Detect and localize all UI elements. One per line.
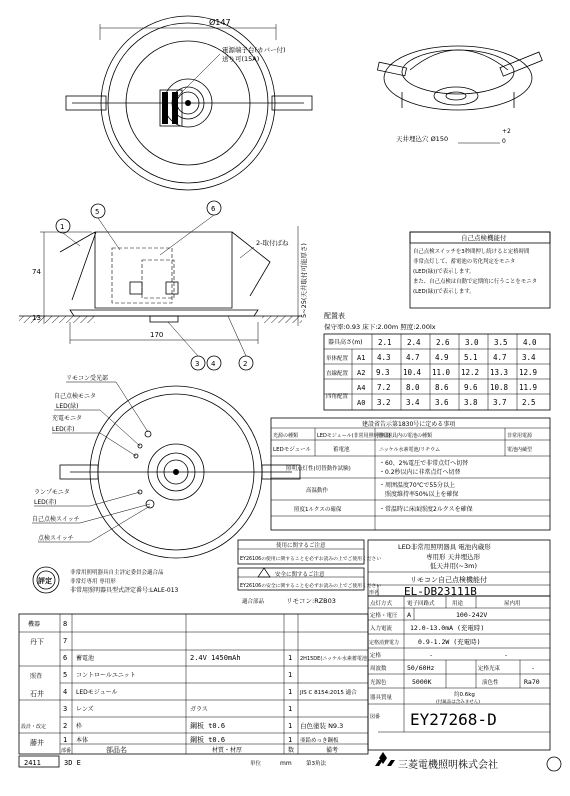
svg-text:-: - [532, 665, 535, 672]
svg-text:白色塗装 N9.3: 白色塗装 N9.3 [300, 722, 344, 730]
svg-text:ランプモニタ: ランプモニタ [34, 489, 70, 496]
svg-text:3: 3 [195, 360, 200, 368]
svg-text:12.9: 12.9 [519, 368, 538, 377]
svg-text:1: 1 [288, 736, 293, 744]
svg-text:1: 1 [288, 688, 293, 696]
h74: 74 [32, 268, 41, 276]
svg-text:・60、2%電圧で非常点灯へ切替: ・60、2%電圧で非常点灯へ切替 [379, 460, 469, 467]
svg-text:12.2: 12.2 [461, 368, 480, 377]
svg-text:4.3: 4.3 [377, 353, 391, 362]
svg-text:数: 数 [288, 747, 295, 754]
svg-text:演色性: 演色性 [482, 680, 499, 686]
svg-text:2411: 2411 [24, 759, 41, 767]
svg-text:6: 6 [63, 654, 68, 662]
svg-text:亜鉛めっき鋼板: 亜鉛めっき鋼板 [300, 738, 339, 744]
svg-text:5000K: 5000K [412, 678, 432, 686]
svg-text:50/60Hz: 50/60Hz [407, 664, 435, 672]
svg-text:照査: 照査 [30, 673, 43, 680]
svg-text:本体: 本体 [76, 737, 89, 744]
svg-text:自己点検モニタ: 自己点検モニタ [54, 393, 97, 400]
svg-text:周波数: 周波数 [370, 666, 387, 672]
svg-text:コントロールユニット: コントロールユニット [76, 672, 136, 679]
svg-text:4: 4 [63, 688, 68, 696]
svg-text:1: 1 [60, 223, 65, 231]
svg-text:レンズ: レンズ [76, 706, 94, 713]
svg-text:2.4V 1450mAh: 2.4V 1450mAh [190, 654, 241, 662]
svg-text:入力電流: 入力電流 [370, 626, 393, 632]
svg-text:10.8: 10.8 [490, 383, 509, 392]
svg-text:屋内用: 屋内用 [504, 601, 521, 607]
svg-text:100-242V: 100-242V [456, 611, 488, 619]
svg-text:3.6: 3.6 [435, 398, 449, 407]
svg-text:定格消費電力: 定格消費電力 [369, 640, 400, 646]
svg-text:また、自己点検は自動で定期的に行うことをモニタ: また、自己点検は自動で定期的に行うことをモニタ [413, 279, 537, 285]
svg-text:照明器具内の電池の種類: 照明器具内の電池の種類 [377, 433, 433, 439]
w170: 170 [150, 331, 164, 339]
svg-text:定格・電圧: 定格・電圧 [370, 613, 398, 619]
h13: 13 [32, 314, 41, 322]
svg-text:蓄電池: 蓄電池 [333, 447, 350, 453]
svg-text:A0: A0 [357, 399, 366, 407]
svg-text:11.0: 11.0 [432, 368, 451, 377]
svg-text:12.0-13.0mA (充電時): 12.0-13.0mA (充電時) [410, 624, 485, 632]
svg-text:+2: +2 [502, 128, 511, 135]
svg-text:高温動作: 高温動作 [306, 488, 329, 494]
notice-spec-table [271, 418, 550, 530]
svg-text:定格光束: 定格光束 [478, 666, 501, 672]
svg-text:リモコン:RZB03: リモコン:RZB03 [286, 597, 336, 605]
svg-text:5: 5 [95, 208, 100, 216]
svg-text:2.1: 2.1 [378, 338, 392, 347]
svg-text:使用に関するご注意: 使用に関するご注意 [276, 543, 326, 549]
svg-text:図番: 図番 [370, 714, 381, 720]
svg-text:自己点検スイッチ: 自己点検スイッチ [32, 516, 80, 523]
svg-text:1: 1 [288, 671, 293, 679]
svg-text:3: 3 [63, 705, 68, 713]
svg-text:LEDモジュール: LEDモジュール [76, 689, 118, 696]
svg-text:(付属品は含みません): (付属品は含みません) [436, 700, 481, 705]
parts-list [19, 614, 369, 754]
svg-text:電子回路式: 電子回路式 [407, 601, 435, 607]
svg-text:10.4: 10.4 [403, 368, 422, 377]
svg-text:単位: 単位 [250, 761, 262, 767]
svg-text:3.4: 3.4 [406, 398, 420, 407]
spring-label: 2-取付ばね [256, 239, 289, 247]
svg-text:第3角法: 第3角法 [306, 761, 326, 767]
svg-text:7.2: 7.2 [377, 383, 391, 392]
svg-text:LEDモジュール: LEDモジュール [273, 447, 312, 453]
svg-text:4.9: 4.9 [435, 353, 449, 362]
svg-text:定格: 定格 [370, 653, 382, 659]
svg-text:2.5: 2.5 [522, 398, 536, 407]
svg-text:1: 1 [288, 654, 293, 662]
cutout-label: 天井埋込穴 Ø150 [396, 135, 449, 143]
svg-text:直線配置: 直線配置 [326, 371, 349, 377]
svg-text:A4: A4 [357, 384, 366, 392]
svg-text:11.9: 11.9 [519, 383, 538, 392]
svg-text:0.9-1.2W (充電時): 0.9-1.2W (充電時) [418, 638, 481, 646]
svg-text:機器: 機器 [28, 621, 41, 628]
self-check-box [410, 232, 550, 308]
svg-text:2H15DE(ニッケル水素蓄電池): 2H15DE(ニッケル水素蓄電池) [300, 656, 369, 662]
svg-text:1: 1 [288, 722, 293, 730]
svg-text:JIS C 8154:2015 適合: JIS C 8154:2015 適合 [300, 690, 357, 696]
svg-text:配置表: 配置表 [324, 312, 345, 320]
dia-label: Ø147 [209, 18, 231, 27]
svg-text:低天井用(~3m): 低天井用(~3m) [430, 562, 477, 570]
svg-text:1: 1 [288, 705, 293, 713]
svg-text:LED(赤): LED(赤) [34, 499, 57, 506]
svg-text:LED(緑): LED(緑) [56, 403, 79, 410]
svg-text:リモコン自己点検機能付: リモコン自己点検機能付 [410, 576, 487, 584]
svg-text:4.7: 4.7 [406, 353, 420, 362]
svg-text:A1: A1 [357, 354, 366, 362]
svg-text:自己点検スイッチを3秒間押し続けると定格時間: 自己点検スイッチを3秒間押し続けると定格時間 [413, 249, 530, 255]
svg-text:EY26106の使用に関することを必ずお読みの上でご使用くだ: EY26106の使用に関することを必ずお読みの上でご使用ください [240, 557, 382, 562]
svg-text:8.6: 8.6 [435, 383, 449, 392]
svg-text:ニッケル水素電池/リチウム: ニッケル水素電池/リチウム [379, 447, 441, 453]
svg-text:A2: A2 [357, 369, 366, 377]
svg-text:枠: 枠 [76, 723, 83, 730]
svg-text:丹下: 丹下 [30, 638, 44, 646]
svg-text:鋼板 t0.6: 鋼板 t0.6 [190, 722, 226, 730]
svg-text:8.0: 8.0 [406, 383, 420, 392]
svg-text:適合部品: 適合部品 [242, 599, 265, 605]
svg-text:6: 6 [211, 205, 216, 213]
svg-text:9.3: 9.3 [376, 368, 390, 377]
svg-text:LED(赤): LED(赤) [52, 426, 75, 433]
svg-text:点灯方式: 点灯方式 [370, 601, 393, 607]
svg-text:リモコン受光部: リモコン受光部 [66, 375, 109, 382]
svg-text:LEDモジュール(非常用照明器具): LEDモジュール(非常用照明器具) [317, 433, 391, 439]
svg-text:備考: 備考 [326, 747, 339, 754]
svg-text:13.3: 13.3 [490, 368, 509, 377]
svg-text:3.5: 3.5 [494, 338, 508, 347]
svg-text:非常点灯して、蓄電池の劣化判定をモニタ: 非常点灯して、蓄電池の劣化判定をモニタ [413, 259, 516, 265]
svg-text:3.7: 3.7 [493, 398, 507, 407]
svg-text:非常用照明器具型式評定番号:LALE-013: 非常用照明器具型式評定番号:LALE-013 [70, 587, 179, 594]
svg-text:材質・材厚: 材質・材厚 [212, 747, 243, 754]
svg-text:設計・改定: 設計・改定 [21, 724, 47, 730]
svg-text:mm: mm [280, 760, 292, 767]
warning-icon [258, 568, 270, 577]
svg-text:ガラス: ガラス [190, 706, 208, 713]
svg-text:・常温時に床面照度2ルクスを確保: ・常温時に床面照度2ルクスを確保 [379, 506, 473, 513]
top-view [66, 16, 312, 190]
drawing-number: EY27268-D [410, 710, 497, 729]
svg-text:2: 2 [243, 360, 248, 368]
svg-text:2.4: 2.4 [407, 338, 421, 347]
product-block [368, 540, 550, 750]
svg-text:用途: 用途 [452, 601, 464, 607]
model-number: EL-DB23111B [404, 585, 477, 598]
svg-text:・0.2秒以内に非常点灯へ切替: ・0.2秒以内に非常点灯へ切替 [379, 469, 461, 476]
svg-text:非常用電源: 非常用電源 [507, 433, 533, 439]
svg-text:四角配置: 四角配置 [326, 394, 349, 400]
svg-text:-: - [430, 652, 433, 659]
perspective-view [377, 46, 542, 145]
svg-text:Ra70: Ra70 [524, 678, 540, 686]
svg-text:非常用照明器具自主評定委員会適合品: 非常用照明器具自主評定委員会適合品 [70, 570, 164, 576]
svg-text:3.2: 3.2 [377, 398, 391, 407]
svg-text:4.0: 4.0 [523, 338, 537, 347]
certification [33, 567, 179, 594]
svg-text:EY26106の安全に関することを必ずお読みの上でご使用くだ: EY26106の安全に関することを必ずお読みの上でご使用ください [240, 584, 382, 589]
svg-text:評定: 評定 [38, 577, 52, 585]
svg-text:3.8: 3.8 [464, 398, 478, 407]
svg-text:2.6: 2.6 [436, 338, 450, 347]
svg-text:部番: 部番 [61, 748, 72, 754]
svg-text:5.1: 5.1 [464, 353, 478, 362]
svg-text:電池内蔵型: 電池内蔵型 [507, 447, 533, 453]
svg-text:照明点灯性(切替動作試験): 照明点灯性(切替動作試験) [286, 466, 351, 472]
svg-text:・周囲温度70℃で55分以上: ・周囲温度70℃で55分以上 [379, 482, 456, 489]
svg-text:単体配置: 単体配置 [326, 356, 349, 362]
svg-text:0: 0 [502, 138, 506, 145]
front-view [32, 374, 300, 558]
svg-text:5: 5 [63, 671, 68, 679]
svg-text:2: 2 [63, 722, 68, 730]
mitsubishi-logo-icon [375, 752, 395, 766]
svg-text:安全に関するご注意: 安全に関するご注意 [275, 572, 325, 578]
svg-text:鋼板 t0.6: 鋼板 t0.6 [190, 736, 226, 744]
svg-text:蓄電池: 蓄電池 [76, 655, 95, 662]
svg-text:4: 4 [211, 360, 216, 368]
svg-text:3.4: 3.4 [522, 353, 536, 362]
svg-text:充電モニタ: 充電モニタ [52, 415, 83, 422]
svg-text:照度維持率50%以上を確保: 照度維持率50%以上を確保 [385, 491, 459, 498]
caution-boxes [238, 540, 381, 605]
svg-text:照度1ルクスの確保: 照度1ルクスの確保 [294, 507, 342, 513]
svg-text:A: A [407, 612, 412, 619]
svg-text:1: 1 [63, 736, 68, 744]
footer [19, 752, 561, 771]
svg-text:非常灯専用 専用形: 非常灯専用 専用形 [70, 579, 116, 585]
terminal-label: 電源端子台(カバー付) [222, 46, 286, 54]
svg-text:3.0: 3.0 [465, 338, 479, 347]
svg-text:7: 7 [63, 637, 68, 645]
svg-text:光源色: 光源色 [370, 680, 387, 686]
svg-text:建設省告示第1830号に定める事項: 建設省告示第1830号に定める事項 [362, 421, 456, 428]
placement-table [324, 311, 550, 410]
svg-text:光源の種類: 光源の種類 [273, 433, 299, 439]
svg-text:保守率:0.93 床下:2.00m 照度:2.00lx: 保守率:0.93 床下:2.00m 照度:2.00lx [324, 323, 436, 331]
svg-text:4.7: 4.7 [493, 353, 507, 362]
svg-text:形名: 形名 [369, 590, 380, 596]
svg-text:部品名: 部品名 [106, 746, 127, 754]
side-view [19, 201, 308, 370]
svg-text:9.6: 9.6 [464, 383, 478, 392]
range-label: 5~25(天井取付可能厚さ) [300, 243, 308, 318]
svg-text:約0.6kg: 約0.6kg [454, 692, 475, 698]
terminal-sub: 送り可(15A) [222, 55, 260, 63]
svg-text:器具高さ(m): 器具高さ(m) [328, 339, 363, 346]
svg-text:LED非常用照明器具 電池内蔵形: LED非常用照明器具 電池内蔵形 [398, 543, 491, 551]
svg-text:3D E: 3D E [64, 759, 81, 767]
svg-text:三菱電機照明株式会社: 三菱電機照明株式会社 [398, 760, 498, 771]
svg-text:-: - [505, 652, 508, 659]
svg-text:(LED(緑))で表示します。: (LED(緑))で表示します。 [413, 269, 475, 275]
svg-text:点検スイッチ: 点検スイッチ [38, 535, 74, 542]
svg-text:自己点検機能付: 自己点検機能付 [461, 234, 507, 242]
svg-text:専用形 天井埋込形: 専用形 天井埋込形 [426, 553, 481, 561]
svg-text:藤井: 藤井 [30, 739, 44, 747]
svg-text:石井: 石井 [30, 690, 44, 698]
svg-text:(LED(緑))で表示します。: (LED(緑))で表示します。 [413, 289, 475, 295]
svg-text:8: 8 [63, 620, 68, 628]
svg-text:器具質量: 器具質量 [370, 695, 393, 701]
